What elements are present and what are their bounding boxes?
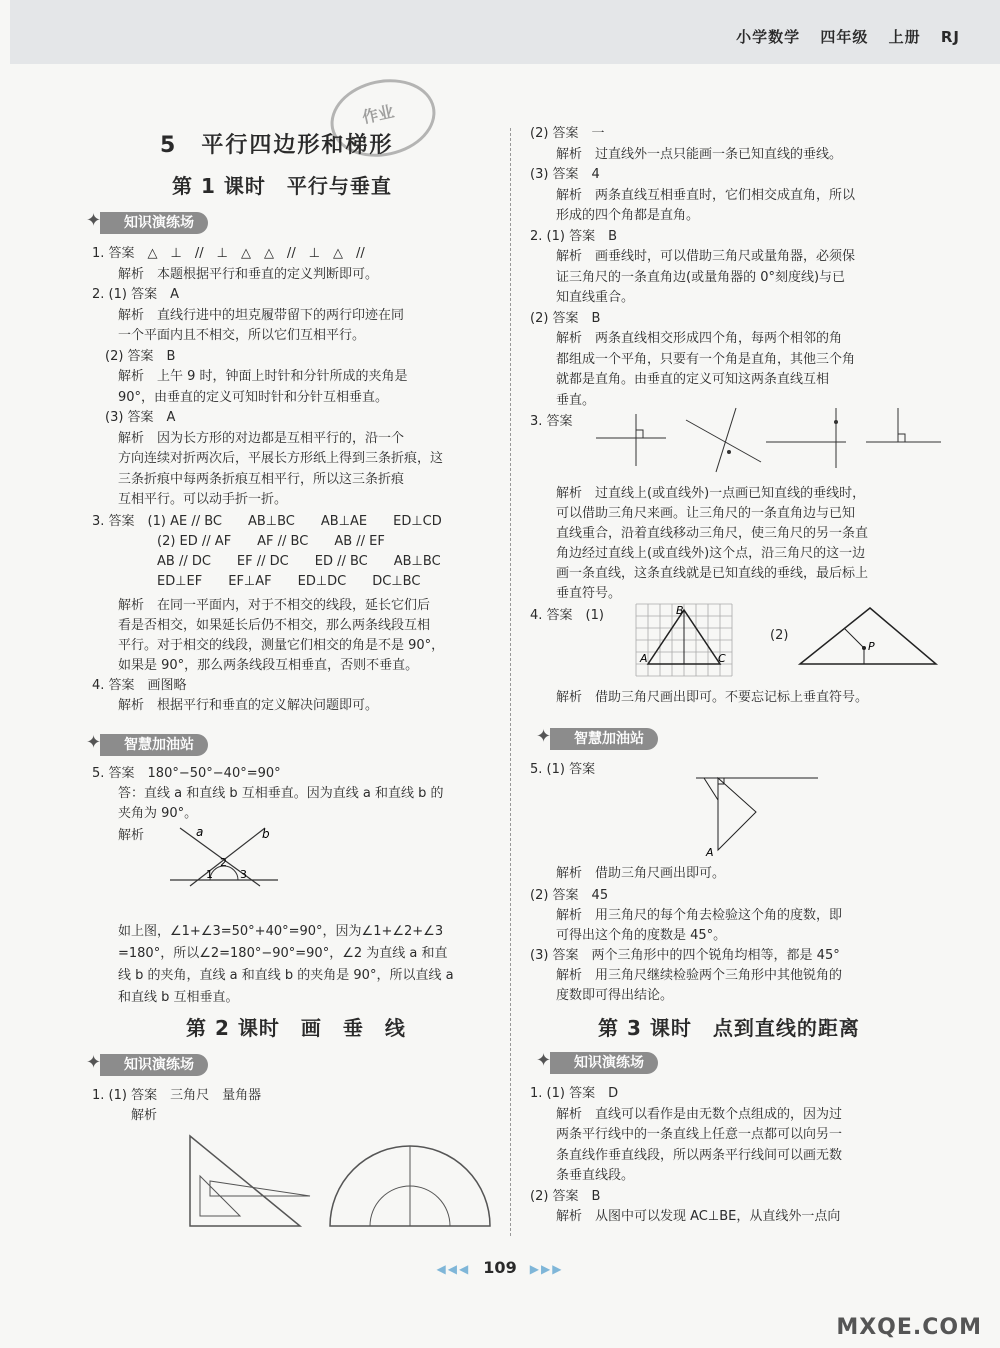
q3-right-a6: 垂直符号。 [530, 586, 622, 601]
q5-right-b2: 解析 用三角尺的每个角去检验这个角的度数，即 [530, 908, 843, 923]
perp-1 [844, 628, 864, 648]
left-line: 三条折痕中每两条折痕互相平行，所以这三条折痕 [92, 471, 405, 487]
right-line: 垂直。 [530, 392, 596, 408]
q3-left-a2: 看是否相交，如果延长后仍不相交，那么两条线段互相 [92, 618, 431, 633]
edition: RJ [940, 28, 960, 46]
label-1: 1 [206, 868, 213, 881]
lesson-1-title: 第 1 课时 平行与垂直 [172, 174, 392, 198]
q5-right-c3: 度数即可得出结论。 [530, 988, 674, 1003]
left-line: 解析 上午 9 时，钟面上时针和分针所成的夹角是 [92, 369, 408, 384]
sparkle-icon: ✦ [86, 210, 102, 231]
q3-right-ans: 3. 答案 [530, 414, 573, 429]
label-A: A [706, 846, 714, 859]
watermark: MXQE.COM [836, 1315, 982, 1340]
grade: 四年级 [820, 28, 869, 46]
left-line: 90°，由垂直的定义可知时针和分针互相垂直。 [92, 389, 389, 405]
q3-right-a5: 画一条直线，这条直线就是已知直线的垂线，最后标上 [530, 566, 869, 581]
label-2: 2 [220, 856, 227, 869]
right-line: 解析 两条直线相交形成四个角，每两个相邻的角 [530, 331, 843, 346]
q5-right-b1: (2) 答案 45 [530, 888, 609, 903]
label-3: 3 [240, 868, 247, 881]
q5-right-c1: (3) 答案 两个三角形中的四个锐角均相等，都是 45° [530, 948, 840, 963]
q3-left-a4: 如果是 90°，那么两条线段互相垂直，否则不垂直。 [92, 658, 419, 673]
l2-q1-ans: 1. (1) 答案 三角尺 量角器 [92, 1088, 262, 1103]
q3-right-a1: 解析 过直线上(或直线外)一点画已知直线的垂线时， [530, 486, 866, 501]
q4-right-p2: (2) [770, 628, 789, 643]
left-line: 2. (1) 答案 A [92, 287, 179, 302]
fig4-mark [898, 434, 905, 442]
page-header [10, 0, 1000, 64]
q5-left-e2: =180°，所以∠2=180°−90°=90°，∠2 为直线 a 和直 [92, 946, 448, 961]
banner-practice-2: ✦ 知识演练场 [100, 1054, 208, 1076]
left-line: (2) 答案 B [92, 348, 176, 364]
q5-left-t2: 夹角为 90°。 [92, 806, 198, 821]
banner-challenge-1: ✦ 智慧加油站 [100, 734, 208, 756]
right-line: 解析 画垂线时，可以借助三角尺或量角器，必须保 [530, 249, 856, 264]
header-info [722, 26, 960, 47]
banner-challenge-2: ✦ 智慧加油站 [550, 728, 658, 750]
l2-q1-ana: 解析 [92, 1108, 158, 1123]
subject: 小学数学 [736, 28, 801, 46]
label-C: C [718, 652, 726, 665]
fig3-point [834, 420, 838, 424]
q5-left-t1: 答：直线 a 和直线 b 互相垂直。因为直线 a 和直线 b 的 [92, 786, 444, 801]
q4-right-ana: 解析 借助三角尺画出即可。不要忘记标上垂直符号。 [530, 690, 869, 705]
label-A: A [640, 652, 648, 665]
left-line: 1. 答案 △ ⊥ // ⊥ △ △ // ⊥ △ // [92, 246, 365, 261]
q3-left-r2: (2) ED // AF AF // BC AB // EF [92, 534, 385, 549]
lesson3-line: 条垂直线段。 [530, 1168, 635, 1183]
sparkle-icon: ✦ [536, 1050, 552, 1071]
right-line: 知直线重合。 [530, 290, 635, 305]
lesson3-line: 解析 直线可以看作是由无数个点组成的，因为过 [530, 1106, 843, 1122]
lesson3-line: 1. (1) 答案 D [530, 1086, 619, 1101]
obtuse-triangle-figure [800, 608, 940, 678]
fig2-line [686, 420, 761, 462]
right-line: 解析 两条直线互相垂直时，它们相交成直角，所以 [530, 187, 856, 203]
q3-left-a1: 解析 在同一平面内，对于不相交的线段，延长它们后 [92, 598, 431, 613]
triangle [800, 608, 936, 664]
set-square-figure [696, 774, 826, 860]
right-line: 2. (1) 答案 B [530, 228, 618, 244]
label-B: B [676, 604, 684, 617]
q5-right-ans: 5. (1) 答案 [530, 762, 596, 777]
lesson-3-title: 第 3 课时 点到直线的距离 [598, 1016, 860, 1040]
point-p [862, 646, 866, 650]
left-line: (3) 答案 A [92, 410, 176, 425]
tools-figure [180, 1126, 500, 1236]
right-line: 都组成一个平角，只要有一个角是直角，其他三个角 [530, 351, 856, 367]
column-divider [510, 128, 511, 1236]
set-square [190, 1136, 300, 1226]
large-triangle [718, 778, 756, 850]
q4-left-ana: 解析 根据平行和垂直的定义解决问题即可。 [92, 698, 379, 713]
lesson3-line: 条直线作垂直线段，所以两条平行线间可以画无数 [530, 1147, 843, 1163]
lesson-2-title: 第 2 课时 画 垂 线 [186, 1016, 406, 1040]
banner-practice-3: ✦ 知识演练场 [550, 1052, 658, 1074]
right-line: 就都是直角。由垂直的定义可知这两条直线互相 [530, 372, 830, 387]
q4-right-ans: 4. 答案 (1) [530, 608, 604, 623]
lesson3-line: 解析 从图中可以发现 AC⊥BE，从直线外一点向 [530, 1209, 841, 1224]
fig1-mark [636, 430, 643, 438]
right-line: 解析 过直线外一点只能画一条已知直线的垂线。 [530, 146, 843, 162]
q5-right-b3: 可得出这个角的度数是 45°。 [530, 928, 727, 943]
q3-left-a3: 平行。对于相交的线段，测量它们相交的角是不是 90°， [92, 638, 445, 653]
lesson3-line: 两条平行线中的一条直线上任意一点都可以向另一 [530, 1127, 843, 1142]
chapter-title: 5 平行四边形和梯形 [160, 133, 394, 158]
sparkle-icon: ✦ [536, 726, 552, 747]
q3-left-r3: AB // DC EF // DC ED // BC AB⊥BC [92, 554, 441, 569]
right-line: (3) 答案 4 [530, 167, 600, 182]
next-arrows-icon: ▶▶▶ [529, 1262, 564, 1276]
volume: 上册 [888, 28, 921, 46]
sparkle-icon: ✦ [86, 1052, 102, 1073]
q3-left-r4: ED⊥EF EF⊥AF ED⊥DC DC⊥BC [92, 574, 421, 589]
q5-left-ans: 5. 答案 180°−50°−40°=90° [92, 766, 281, 781]
banner-practice-1: ✦ 知识演练场 [100, 212, 208, 234]
label-P: P [868, 640, 875, 653]
perpendicular-figures [596, 408, 946, 480]
right-line: (2) 答案 一 [530, 126, 605, 141]
q3-right-a3: 直线重合，沿着直线移动三角尺，使三角尺的另一条直 [530, 526, 869, 541]
q3-right-a4: 角边经过直线上(或直线外)这个点，沿三角尺的这一边 [530, 546, 866, 561]
q4-left-ans: 4. 答案 画图略 [92, 678, 187, 693]
page-footer [0, 1258, 1000, 1277]
q5-right-c2: 解析 用三角尺继续检验两个三角形中其他锐角的 [530, 968, 843, 983]
q3-right-a2: 可以借助三角尺来画。让三角尺的一条直角边与已知 [530, 506, 856, 521]
right-line: (2) 答案 B [530, 310, 601, 326]
left-line: 方向连续对折两次后，平展长方形纸上得到三条折痕，这 [92, 451, 444, 466]
label-a: a [196, 825, 204, 839]
homework-stamp: 作业 [323, 70, 442, 166]
angle-figure [170, 826, 280, 896]
sparkle-icon: ✦ [86, 732, 102, 753]
q5-left-e4: 和直线 b 互相垂直。 [92, 990, 239, 1005]
q5-left-e3: 线 b 的夹角，直线 a 和直线 b 的夹角是 90°，所以直线 a [92, 968, 454, 983]
grid-triangle-figure [636, 604, 736, 682]
q3-left-head: 3. 答案 (1) AE // BC AB⊥BC AB⊥AE ED⊥CD [92, 514, 442, 529]
right-line: 证三角尺的一条直角边(或量角器的 0°刻度线)与已 [530, 269, 846, 285]
left-line: 解析 因为长方形的对边都是互相平行的，沿一个 [92, 430, 405, 446]
q5-right-a1: 解析 借助三角尺画出即可。 [530, 866, 726, 881]
prev-arrows-icon: ◀◀◀ [436, 1262, 471, 1276]
left-line: 解析 本题根据平行和垂直的定义判断即可。 [92, 266, 379, 282]
small-triangle [704, 778, 718, 800]
lesson3-line: (2) 答案 B [530, 1188, 601, 1204]
fig2-perp [716, 408, 736, 472]
left-line: 一个平面内且不相交，所以它们互相平行。 [92, 328, 366, 343]
fig2-point [727, 450, 731, 454]
label-b: b [262, 827, 270, 841]
right-line: 形成的四个角都是直角。 [530, 208, 700, 223]
left-line: 解析 直线行进中的坦克履带留下的两行印迹在同 [92, 307, 405, 323]
page-number: 109 [483, 1258, 517, 1277]
q5-left-ana: 解析 [92, 828, 145, 843]
q5-left-e1: 如上图，∠1+∠3=50°+40°=90°，因为∠1+∠2+∠3 [92, 924, 444, 939]
left-line: 互相平行。可以动手折一折。 [92, 492, 288, 507]
